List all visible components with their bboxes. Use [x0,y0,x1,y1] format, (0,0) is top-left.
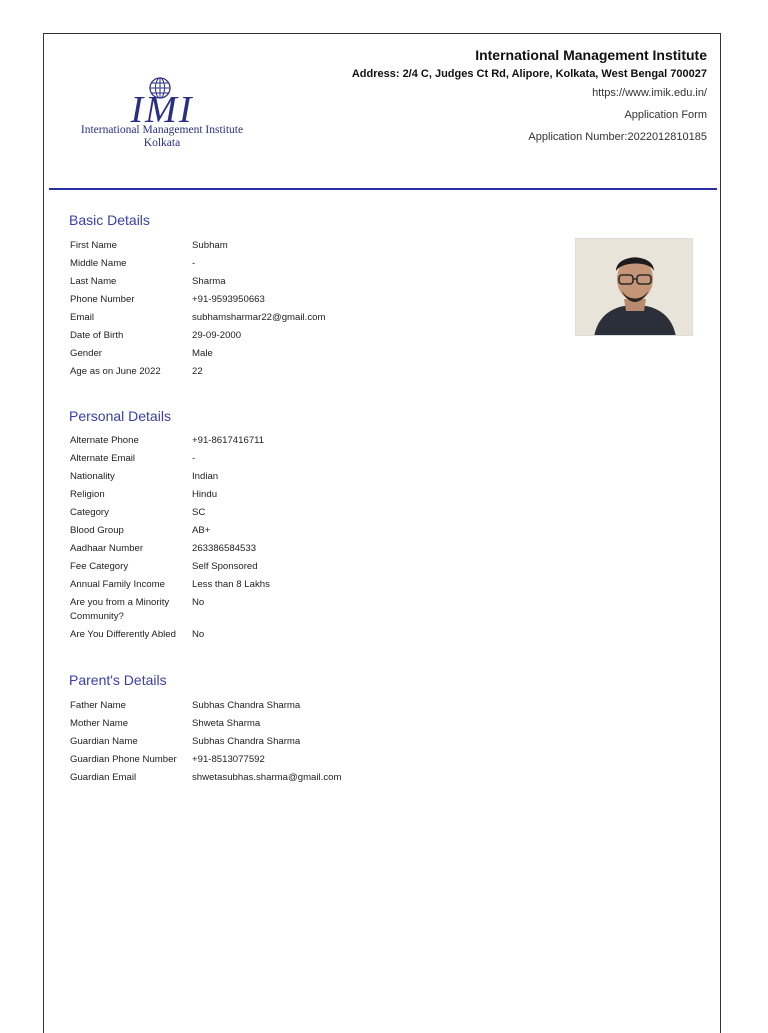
person-photo-icon [576,239,693,336]
detail-label: Date of Birth [70,330,124,341]
detail-value: +91-8617416711 [192,435,265,446]
detail-label: Aadhaar Number [70,543,144,554]
detail-label: Middle Name [70,258,127,269]
detail-label: Guardian Phone Number [70,754,177,765]
detail-value: Subham [192,240,228,251]
detail-value: AB+ [192,525,211,536]
personal-details-title: Personal Details [69,408,171,424]
institute-address: Address: 2/4 C, Judges Ct Rd, Alipore, Kolkata, West Bengal 700027 [351,68,707,80]
detail-row [70,486,390,504]
detail-value: Subhas Chandra Sharma [192,736,301,747]
detail-label: Alternate Email [70,453,136,464]
detail-value: subhamsharmar22@gmail.com [192,312,326,323]
detail-value: Self Sponsored [192,561,258,572]
detail-label: Are you from a Minority Community? [70,597,170,622]
personal-details-list [70,432,390,644]
detail-value: +91-9593950663 [192,294,265,305]
detail-label: Fee Category [70,561,129,572]
detail-label: First Name [70,240,117,251]
detail-row [70,273,390,291]
detail-row [70,468,390,486]
parents-details-list [70,697,390,787]
logo-mark: IMI [130,89,194,131]
applicant-photo [575,238,693,336]
detail-row [70,504,390,522]
basic-details-list [70,237,390,381]
parents-details-title: Parent's Details [69,672,167,688]
detail-value: +91-8513077592 [192,754,265,765]
detail-label: Alternate Phone [70,435,139,446]
detail-row [70,558,390,576]
detail-row [70,291,390,309]
detail-value: Male [192,348,213,359]
detail-row [70,345,390,363]
detail-value: shwetasubhas.sharma@gmail.com [192,772,342,783]
detail-value: No [192,597,205,608]
detail-row [70,450,390,468]
detail-row [70,715,390,733]
detail-row [70,327,390,345]
basic-details-title: Basic Details [69,212,150,228]
logo-institute-name: International Management Institute [80,124,244,136]
detail-label: Nationality [70,471,115,482]
logo-city: Kolkata [143,137,181,149]
detail-row [70,576,390,594]
detail-value: Shweta Sharma [192,718,261,729]
detail-label: Age as on June 2022 [70,366,161,377]
detail-label: Mother Name [70,718,129,729]
detail-label: Category [70,507,109,518]
detail-value: No [192,629,205,640]
detail-label: Are You Differently Abled [70,629,176,640]
detail-label: Father Name [70,700,126,711]
header-divider [49,188,717,190]
detail-value: - [192,258,196,269]
detail-row [70,540,390,558]
detail-row [70,626,390,644]
detail-value: Sharma [192,276,226,287]
detail-row [70,309,390,327]
form-title: Application Form [624,109,707,121]
detail-value: 29-09-2000 [192,330,242,341]
detail-value: 263386584533 [192,543,257,554]
detail-label: Guardian Name [70,736,138,747]
institute-name: International Management Institute [475,47,707,63]
detail-row [70,594,390,626]
detail-row [70,697,390,715]
detail-row [70,432,390,450]
detail-row [70,769,390,787]
institute-logo [70,76,254,156]
detail-value: Indian [192,471,219,482]
detail-label: Blood Group [70,525,124,536]
detail-label: Last Name [70,276,117,287]
detail-label: Email [70,312,94,323]
detail-row [70,733,390,751]
document-header [352,46,707,144]
detail-value: Subhas Chandra Sharma [192,700,301,711]
detail-label: Annual Family Income [70,579,165,590]
detail-row [70,522,390,540]
detail-row [70,237,390,255]
detail-label: Religion [70,489,105,500]
application-number: Application Number:2022012810185 [528,131,707,143]
detail-label: Phone Number [70,294,135,305]
institute-website[interactable]: https://www.imik.edu.in/ [592,87,707,99]
detail-label: Guardian Email [70,772,137,783]
detail-value: SC [192,507,206,518]
detail-row [70,255,390,273]
detail-row [70,751,390,769]
detail-row [70,363,390,381]
detail-value: Hindu [192,489,218,500]
detail-label: Gender [70,348,102,359]
detail-value: 22 [192,366,203,377]
detail-value: Less than 8 Lakhs [192,579,270,590]
detail-value: - [192,453,196,464]
